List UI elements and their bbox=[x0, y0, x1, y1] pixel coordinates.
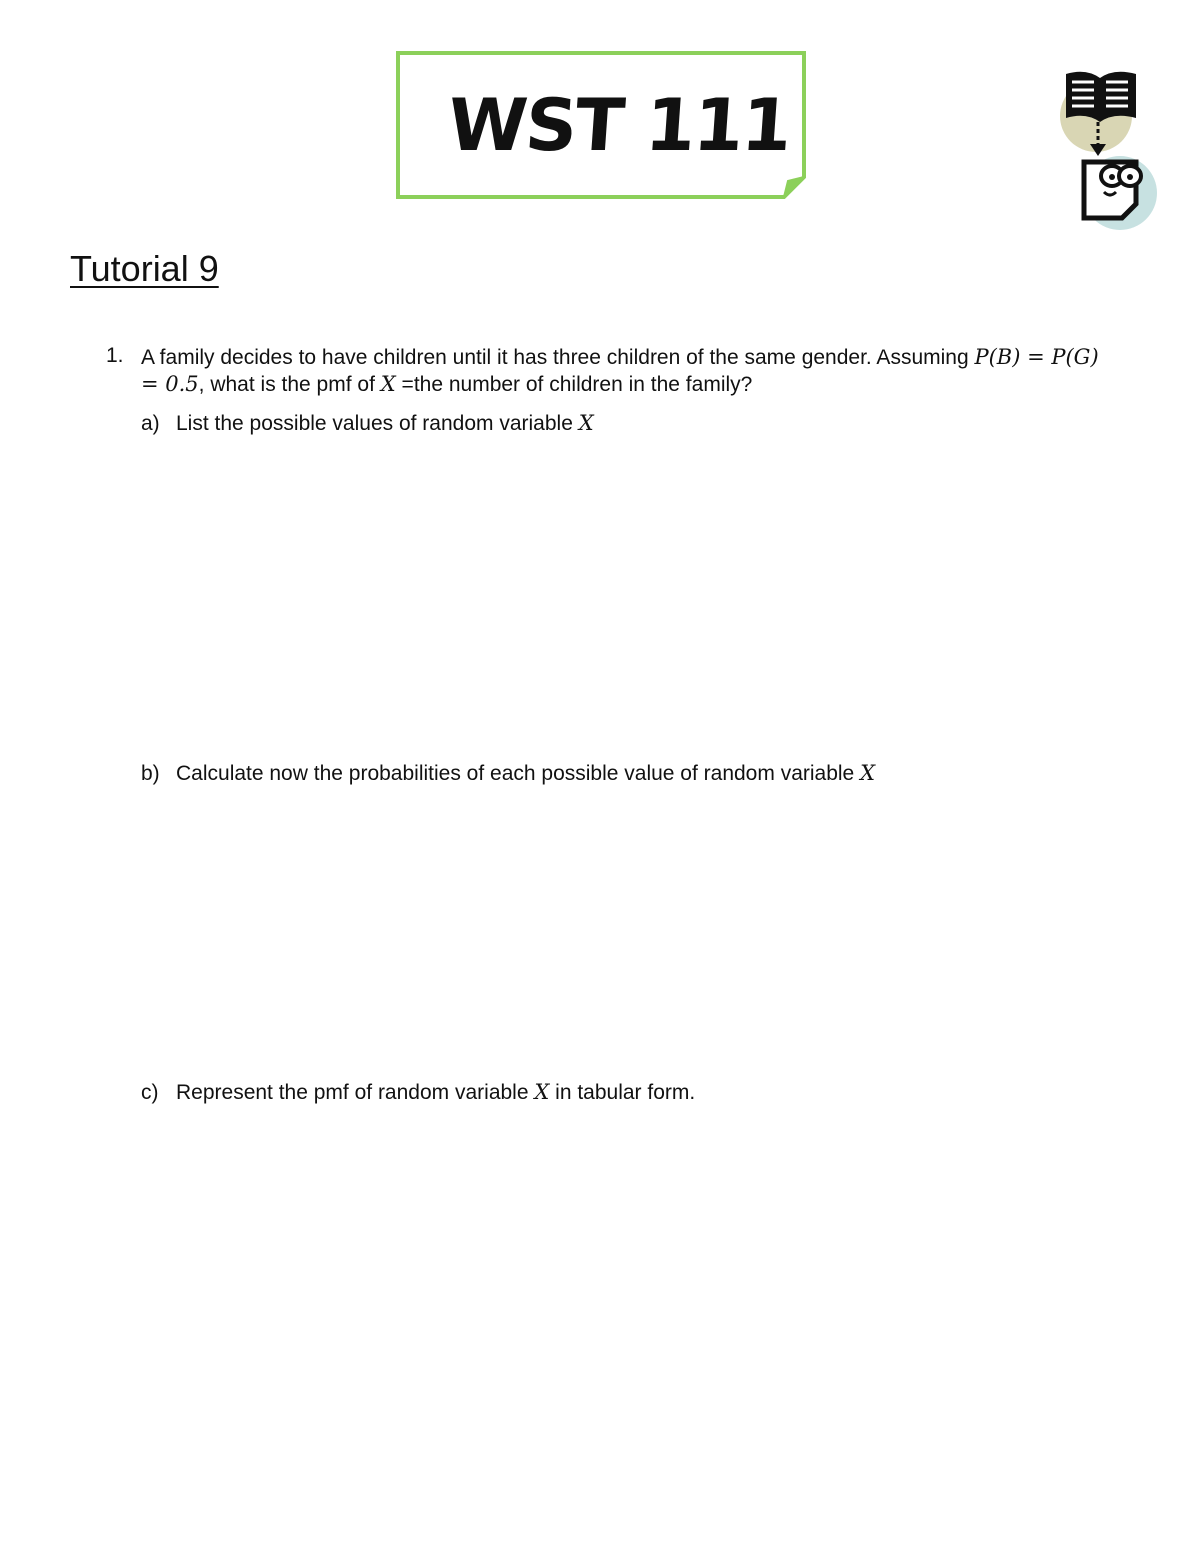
random-variable: X bbox=[860, 761, 876, 785]
question-text-part2: , what is the pmf of bbox=[198, 373, 381, 396]
random-variable: X bbox=[578, 411, 594, 435]
subpart-c bbox=[141, 1079, 695, 1106]
subpart-text: Calculate now the probabilities of each possible value of random variable bbox=[176, 762, 861, 785]
subpart-letter: b) bbox=[141, 762, 160, 785]
subpart-text: List the possible values of random variable bbox=[176, 412, 579, 435]
question-number: 1. bbox=[106, 344, 124, 367]
page-title: Tutorial 9 bbox=[70, 248, 219, 289]
subpart-text: Represent the pmf of random variable bbox=[176, 1081, 535, 1104]
subpart-letter: a) bbox=[141, 412, 160, 435]
question-text-part1: A family decides to have children until it has three children of the same gender. Assuming bbox=[141, 346, 975, 369]
question-text-part3: =the number of children in the family? bbox=[395, 373, 753, 396]
subpart-tail: in tabular form. bbox=[549, 1081, 696, 1104]
subpart-a bbox=[141, 410, 594, 437]
random-variable: X bbox=[380, 372, 396, 396]
subpart-letter: c) bbox=[141, 1081, 159, 1104]
random-variable: X bbox=[534, 1080, 550, 1104]
probability-expression: P(B) = P(G) = 0.5 bbox=[141, 345, 1099, 396]
course-code: WST 111 bbox=[445, 83, 793, 167]
course-title-box bbox=[396, 51, 806, 199]
subpart-b bbox=[141, 760, 875, 787]
question-text bbox=[141, 344, 1101, 398]
book-to-document-icon bbox=[1058, 66, 1162, 234]
